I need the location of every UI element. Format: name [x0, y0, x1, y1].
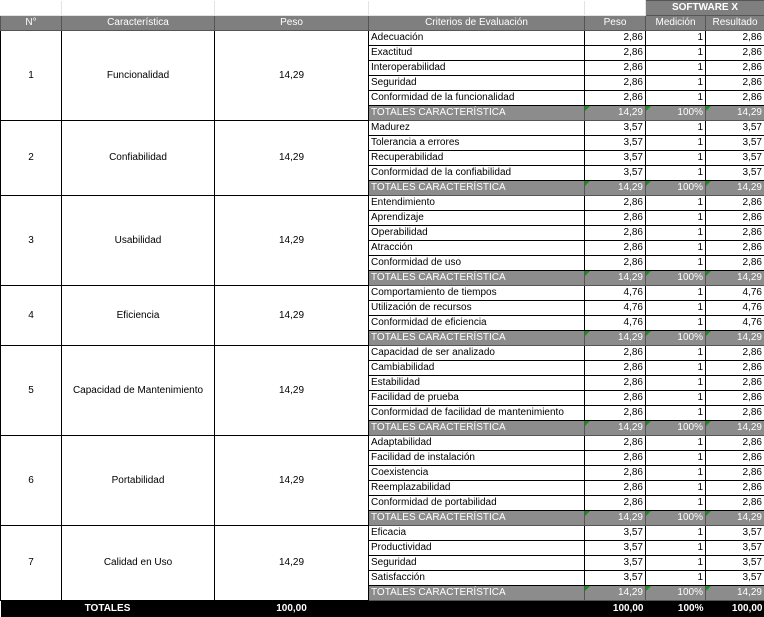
- header-num[interactable]: N°: [1, 16, 62, 31]
- criterion-measure[interactable]: 1: [646, 151, 706, 166]
- criterion-name[interactable]: Conformidad de uso: [369, 256, 585, 271]
- criterion-name[interactable]: Estabilidad: [369, 376, 585, 391]
- criterion-result[interactable]: 3,57: [706, 541, 764, 556]
- total-value: 14,29: [617, 332, 643, 343]
- criterion-result[interactable]: 2,86: [706, 241, 764, 256]
- total-value: 14,29: [736, 107, 762, 118]
- characteristic-total-result[interactable]: [706, 586, 764, 601]
- total-value: 14,29: [736, 272, 762, 283]
- criterion-measure[interactable]: 1: [646, 31, 706, 46]
- criterion-name[interactable]: Facilidad de prueba: [369, 391, 585, 406]
- grand-total-label[interactable]: TOTALES: [1, 601, 215, 617]
- characteristic-weight[interactable]: 14,29: [215, 526, 369, 601]
- criterion-name[interactable]: Coexistencia: [369, 466, 585, 481]
- criterion-name[interactable]: Satisfacción: [369, 571, 585, 586]
- criterion-name[interactable]: Conformidad de eficiencia: [369, 316, 585, 331]
- grand-total-spacer[interactable]: [369, 601, 585, 617]
- criterion-weight[interactable]: 2,86: [585, 196, 646, 211]
- criterion-result[interactable]: 3,57: [706, 166, 764, 181]
- criterion-result[interactable]: 2,86: [706, 451, 764, 466]
- criterion-name[interactable]: Reemplazabilidad: [369, 481, 585, 496]
- criterion-row: [1, 346, 764, 361]
- criterion-name[interactable]: Atracción: [369, 241, 585, 256]
- characteristic-total-result[interactable]: [706, 271, 764, 286]
- characteristic-name[interactable]: Capacidad de Mantenimiento: [62, 346, 215, 436]
- characteristic-total-measure[interactable]: [646, 106, 706, 121]
- criterion-result[interactable]: 2,86: [706, 361, 764, 376]
- criterion-name[interactable]: Seguridad: [369, 76, 585, 91]
- header-result[interactable]: Resultado: [706, 16, 764, 31]
- criterion-result[interactable]: 2,86: [706, 61, 764, 76]
- column-header-row: [1, 16, 764, 31]
- criterion-result[interactable]: 2,86: [706, 211, 764, 226]
- total-value: 14,29: [736, 422, 762, 433]
- criterion-name[interactable]: Capacidad de ser analizado: [369, 346, 585, 361]
- characteristic-name[interactable]: Usabilidad: [62, 196, 215, 286]
- grand-total-measure[interactable]: 100%: [646, 601, 706, 617]
- criterion-result[interactable]: 2,86: [706, 76, 764, 91]
- characteristic-number[interactable]: 1: [1, 31, 62, 121]
- characteristic-total-label[interactable]: TOTALES CARACTERÍSTICA: [369, 271, 585, 286]
- criterion-weight[interactable]: 2,86: [585, 241, 646, 256]
- cell-flag-icon: [706, 421, 711, 426]
- characteristic-total-measure[interactable]: [646, 421, 706, 436]
- criterion-name[interactable]: Exactitud: [369, 46, 585, 61]
- criterion-row: [1, 196, 764, 211]
- characteristic-name[interactable]: Calidad en Uso: [62, 526, 215, 601]
- characteristic-weight[interactable]: 14,29: [215, 286, 369, 346]
- criterion-measure[interactable]: 1: [646, 91, 706, 106]
- criterion-measure[interactable]: 1: [646, 136, 706, 151]
- criterion-row: [1, 436, 764, 451]
- criterion-measure[interactable]: 1: [646, 406, 706, 421]
- criterion-measure[interactable]: 1: [646, 556, 706, 571]
- criterion-weight[interactable]: 3,57: [585, 121, 646, 136]
- criterion-result[interactable]: 2,86: [706, 406, 764, 421]
- cell-flag-icon: [646, 511, 651, 516]
- criterion-measure[interactable]: 1: [646, 301, 706, 316]
- criterion-name[interactable]: Productividad: [369, 541, 585, 556]
- total-value: 100%: [677, 332, 703, 343]
- characteristic-total-label[interactable]: TOTALES CARACTERÍSTICA: [369, 106, 585, 121]
- criterion-measure[interactable]: 1: [646, 166, 706, 181]
- criterion-weight[interactable]: 2,86: [585, 481, 646, 496]
- criterion-measure[interactable]: 1: [646, 61, 706, 76]
- grand-total-row: [1, 601, 764, 617]
- characteristic-total-label[interactable]: TOTALES CARACTERÍSTICA: [369, 511, 585, 526]
- criterion-weight[interactable]: 2,86: [585, 451, 646, 466]
- total-value: 14,29: [617, 107, 643, 118]
- cell-flag-icon: [706, 271, 711, 276]
- characteristic-total-label[interactable]: TOTALES CARACTERÍSTICA: [369, 331, 585, 346]
- criterion-measure[interactable]: 1: [646, 481, 706, 496]
- criterion-result[interactable]: 2,86: [706, 346, 764, 361]
- criterion-name[interactable]: Eficacia: [369, 526, 585, 541]
- criterion-result[interactable]: 2,86: [706, 196, 764, 211]
- criterion-weight[interactable]: 2,86: [585, 496, 646, 511]
- criterion-name[interactable]: Aprendizaje: [369, 211, 585, 226]
- total-value: 14,29: [736, 182, 762, 193]
- criterion-result[interactable]: 2,86: [706, 46, 764, 61]
- characteristic-total-weight[interactable]: [585, 586, 646, 601]
- cell-flag-icon: [585, 421, 590, 426]
- criterion-weight[interactable]: 3,57: [585, 151, 646, 166]
- criterion-measure[interactable]: 1: [646, 496, 706, 511]
- criterion-weight[interactable]: 2,86: [585, 211, 646, 226]
- criterion-weight[interactable]: 2,86: [585, 436, 646, 451]
- criterion-name[interactable]: Comportamiento de tiempos: [369, 286, 585, 301]
- criterion-result[interactable]: 2,86: [706, 466, 764, 481]
- characteristic-total-result[interactable]: [706, 511, 764, 526]
- criterion-weight[interactable]: 2,86: [585, 346, 646, 361]
- criterion-weight[interactable]: 3,57: [585, 541, 646, 556]
- criterion-name[interactable]: Madurez: [369, 121, 585, 136]
- criterion-measure[interactable]: 1: [646, 361, 706, 376]
- cell-flag-icon: [646, 106, 651, 111]
- total-value: 100%: [677, 422, 703, 433]
- criterion-weight[interactable]: 4,76: [585, 301, 646, 316]
- characteristic-total-label[interactable]: TOTALES CARACTERÍSTICA: [369, 586, 585, 601]
- criterion-name[interactable]: Adaptabilidad: [369, 436, 585, 451]
- criterion-name[interactable]: Conformidad de facilidad de mantenimiento: [369, 406, 585, 421]
- characteristic-total-weight[interactable]: [585, 331, 646, 346]
- criterion-row: [1, 526, 764, 541]
- criterion-measure[interactable]: 1: [646, 466, 706, 481]
- criterion-name[interactable]: Cambiabilidad: [369, 361, 585, 376]
- criterion-name[interactable]: Adecuación: [369, 31, 585, 46]
- cell-flag-icon: [646, 271, 651, 276]
- criterion-name[interactable]: Recuperabilidad: [369, 151, 585, 166]
- header-measure[interactable]: Medición: [646, 16, 706, 31]
- characteristic-total-weight[interactable]: [585, 421, 646, 436]
- characteristic-total-measure[interactable]: [646, 511, 706, 526]
- characteristic-total-measure[interactable]: [646, 181, 706, 196]
- criterion-result[interactable]: 3,57: [706, 121, 764, 136]
- total-value: 14,29: [736, 512, 762, 523]
- criterion-result[interactable]: 2,86: [706, 256, 764, 271]
- total-value: 100%: [677, 107, 703, 118]
- software-header-row: [1, 1, 764, 16]
- total-value: 14,29: [617, 422, 643, 433]
- criterion-measure[interactable]: 1: [646, 436, 706, 451]
- cell-flag-icon: [646, 586, 651, 591]
- characteristic-total-weight[interactable]: [585, 271, 646, 286]
- criterion-measure[interactable]: 1: [646, 346, 706, 361]
- criterion-result[interactable]: 2,86: [706, 496, 764, 511]
- grand-total-criteria-weight[interactable]: 100,00: [585, 601, 646, 617]
- characteristic-weight[interactable]: 14,29: [215, 31, 369, 121]
- grand-total-result[interactable]: 100,00: [706, 601, 764, 617]
- criterion-result[interactable]: 2,86: [706, 226, 764, 241]
- criterion-measure[interactable]: 1: [646, 571, 706, 586]
- header-characteristic[interactable]: Característica: [62, 16, 215, 31]
- criterion-measure[interactable]: 1: [646, 286, 706, 301]
- criterion-weight[interactable]: 3,57: [585, 571, 646, 586]
- criterion-measure[interactable]: 1: [646, 316, 706, 331]
- header-criteria-weight[interactable]: Peso: [585, 16, 646, 31]
- total-value: 100%: [677, 182, 703, 193]
- cell-flag-icon: [706, 106, 711, 111]
- header-criteria[interactable]: Criterios de Evaluación: [369, 16, 585, 31]
- criterion-weight[interactable]: 2,86: [585, 61, 646, 76]
- characteristic-name[interactable]: Eficiencia: [62, 286, 215, 346]
- characteristic-weight[interactable]: 14,29: [215, 196, 369, 286]
- criterion-result[interactable]: 3,57: [706, 151, 764, 166]
- cell-flag-icon: [646, 421, 651, 426]
- criterion-name[interactable]: Seguridad: [369, 556, 585, 571]
- criterion-weight[interactable]: 2,86: [585, 31, 646, 46]
- criterion-measure[interactable]: 1: [646, 241, 706, 256]
- criterion-measure[interactable]: 1: [646, 541, 706, 556]
- total-value: 100%: [677, 512, 703, 523]
- criterion-row: [1, 121, 764, 136]
- criterion-result[interactable]: 3,57: [706, 571, 764, 586]
- characteristic-name[interactable]: Funcionalidad: [62, 31, 215, 121]
- total-value: 100%: [677, 587, 703, 598]
- cell-flag-icon: [706, 586, 711, 591]
- criterion-result[interactable]: 3,57: [706, 556, 764, 571]
- criterion-measure[interactable]: 1: [646, 256, 706, 271]
- characteristic-total-measure[interactable]: [646, 331, 706, 346]
- criterion-result[interactable]: 4,76: [706, 301, 764, 316]
- criterion-weight[interactable]: 2,86: [585, 466, 646, 481]
- characteristic-weight[interactable]: 14,29: [215, 436, 369, 526]
- criterion-weight[interactable]: 4,76: [585, 316, 646, 331]
- criterion-result[interactable]: 2,86: [706, 481, 764, 496]
- total-value: 14,29: [617, 512, 643, 523]
- criterion-measure[interactable]: 1: [646, 226, 706, 241]
- criterion-weight[interactable]: 2,86: [585, 406, 646, 421]
- criterion-name[interactable]: Operabilidad: [369, 226, 585, 241]
- criterion-measure[interactable]: 1: [646, 391, 706, 406]
- criterion-name[interactable]: Facilidad de instalación: [369, 451, 585, 466]
- cell-flag-icon: [646, 181, 651, 186]
- criterion-measure[interactable]: 1: [646, 76, 706, 91]
- criterion-row: [1, 31, 764, 46]
- characteristic-total-weight[interactable]: [585, 106, 646, 121]
- characteristic-total-result[interactable]: [706, 421, 764, 436]
- cell-flag-icon: [706, 511, 711, 516]
- total-value: 100%: [677, 272, 703, 283]
- criterion-weight[interactable]: 2,86: [585, 76, 646, 91]
- criterion-weight[interactable]: 2,86: [585, 361, 646, 376]
- characteristic-total-weight[interactable]: [585, 181, 646, 196]
- characteristic-number[interactable]: 6: [1, 436, 62, 526]
- cell-flag-icon: [706, 331, 711, 336]
- grand-total-weight[interactable]: 100,00: [215, 601, 369, 617]
- criterion-name[interactable]: Conformidad de la funcionalidad: [369, 91, 585, 106]
- criterion-weight[interactable]: 2,86: [585, 91, 646, 106]
- header-weight[interactable]: Peso: [215, 16, 369, 31]
- cell-flag-icon: [585, 181, 590, 186]
- criterion-result[interactable]: 2,86: [706, 436, 764, 451]
- criterion-measure[interactable]: 1: [646, 46, 706, 61]
- characteristic-number[interactable]: 5: [1, 346, 62, 436]
- criterion-weight[interactable]: 3,57: [585, 136, 646, 151]
- total-value: 14,29: [736, 587, 762, 598]
- criterion-weight[interactable]: 2,86: [585, 256, 646, 271]
- cell-flag-icon: [706, 181, 711, 186]
- criterion-measure[interactable]: 1: [646, 376, 706, 391]
- criterion-name[interactable]: Tolerancia a errores: [369, 136, 585, 151]
- criterion-result[interactable]: 4,76: [706, 316, 764, 331]
- criterion-weight[interactable]: 3,57: [585, 166, 646, 181]
- characteristic-weight[interactable]: 14,29: [215, 121, 369, 196]
- cell-flag-icon: [585, 331, 590, 336]
- criterion-weight[interactable]: 2,86: [585, 46, 646, 61]
- criterion-weight[interactable]: 2,86: [585, 376, 646, 391]
- criterion-name[interactable]: Entendimiento: [369, 196, 585, 211]
- criterion-weight[interactable]: 2,86: [585, 226, 646, 241]
- criterion-weight[interactable]: 3,57: [585, 526, 646, 541]
- characteristic-name[interactable]: Portabilidad: [62, 436, 215, 526]
- criterion-result[interactable]: 3,57: [706, 526, 764, 541]
- characteristic-total-label[interactable]: TOTALES CARACTERÍSTICA: [369, 181, 585, 196]
- characteristic-weight[interactable]: 14,29: [215, 346, 369, 436]
- criterion-name[interactable]: Utilización de recursos: [369, 301, 585, 316]
- total-value: 14,29: [617, 272, 643, 283]
- criterion-measure[interactable]: 1: [646, 121, 706, 136]
- characteristic-total-measure[interactable]: [646, 271, 706, 286]
- characteristic-name[interactable]: Confiabilidad: [62, 121, 215, 196]
- criterion-weight[interactable]: 4,76: [585, 286, 646, 301]
- criterion-result[interactable]: 4,76: [706, 286, 764, 301]
- criterion-result[interactable]: 2,86: [706, 376, 764, 391]
- criterion-row: [1, 286, 764, 301]
- criterion-weight[interactable]: 3,57: [585, 556, 646, 571]
- characteristic-total-label[interactable]: TOTALES CARACTERÍSTICA: [369, 421, 585, 436]
- cell-flag-icon: [585, 271, 590, 276]
- criterion-name[interactable]: Conformidad de portabilidad: [369, 496, 585, 511]
- total-value: 14,29: [617, 587, 643, 598]
- characteristic-number[interactable]: 2: [1, 121, 62, 196]
- criterion-weight[interactable]: 2,86: [585, 391, 646, 406]
- characteristic-number[interactable]: 3: [1, 196, 62, 286]
- characteristic-total-result[interactable]: [706, 106, 764, 121]
- characteristic-number[interactable]: 7: [1, 526, 62, 601]
- criterion-result[interactable]: 2,86: [706, 91, 764, 106]
- criterion-result[interactable]: 2,86: [706, 31, 764, 46]
- criterion-measure[interactable]: 1: [646, 211, 706, 226]
- criterion-measure[interactable]: 1: [646, 526, 706, 541]
- criterion-result[interactable]: 3,57: [706, 136, 764, 151]
- characteristic-total-weight[interactable]: [585, 511, 646, 526]
- criterion-name[interactable]: Conformidad de la confiabilidad: [369, 166, 585, 181]
- cell-flag-icon: [585, 511, 590, 516]
- criterion-result[interactable]: 2,86: [706, 391, 764, 406]
- characteristic-total-result[interactable]: [706, 331, 764, 346]
- characteristic-number[interactable]: 4: [1, 286, 62, 346]
- characteristic-total-measure[interactable]: [646, 586, 706, 601]
- criterion-name[interactable]: Interoperabilidad: [369, 61, 585, 76]
- characteristic-total-result[interactable]: [706, 181, 764, 196]
- cell-flag-icon: [585, 586, 590, 591]
- criterion-measure[interactable]: 1: [646, 196, 706, 211]
- cell-flag-icon: [646, 331, 651, 336]
- criterion-measure[interactable]: 1: [646, 451, 706, 466]
- software-header[interactable]: SOFTWARE X: [646, 1, 764, 16]
- total-value: 14,29: [736, 332, 762, 343]
- cell-flag-icon: [585, 106, 590, 111]
- total-value: 14,29: [617, 182, 643, 193]
